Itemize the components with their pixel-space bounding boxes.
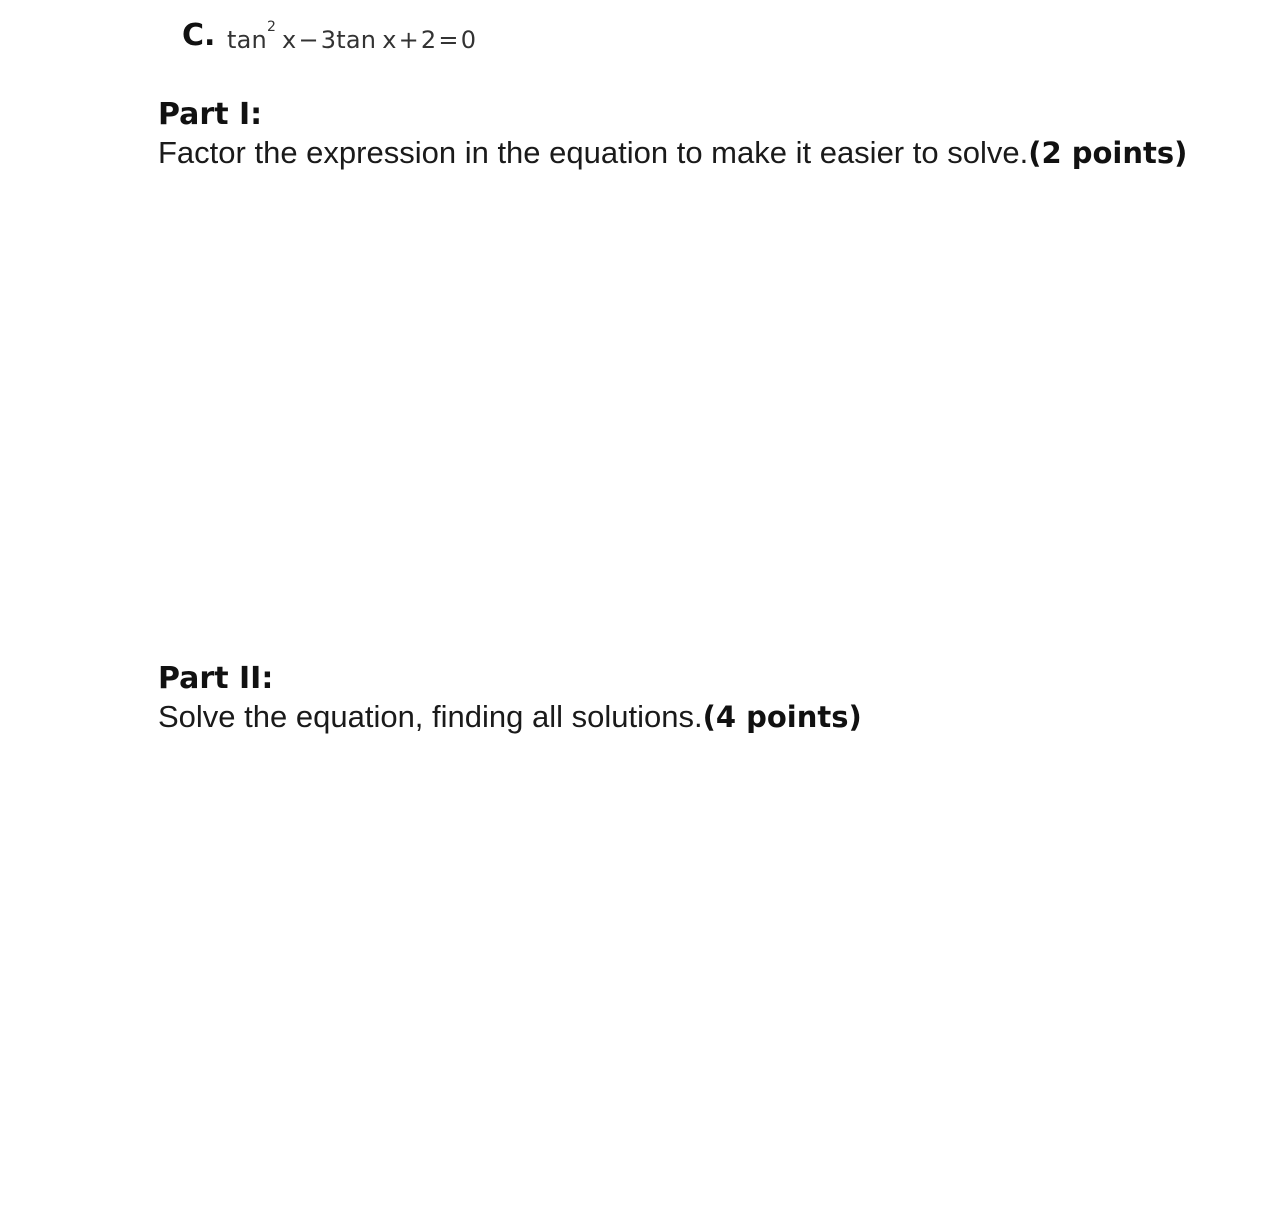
eq-tan-2: tan (336, 26, 377, 54)
part-2 (158, 660, 1268, 736)
eq-plus: + (398, 26, 419, 54)
eq-equals: = (438, 26, 459, 54)
eq-exponent: 2 (266, 19, 277, 35)
eq-coef: 3 (320, 26, 337, 54)
part-2-title: Part II: (158, 661, 274, 696)
eq-var-2: x (382, 26, 397, 54)
eq-minus: − (298, 26, 319, 54)
part-1-instruction (158, 134, 1268, 172)
equation (227, 19, 477, 56)
part-1 (158, 96, 1268, 172)
part-2-instruction-text: Solve the equation, finding all solutions. (158, 699, 703, 734)
eq-constant: 2 (420, 26, 437, 54)
part-1-instruction-text: Factor the expression in the equation to make it easier to solve. (158, 135, 1029, 170)
problem-label: C. (182, 18, 216, 53)
part-2-points: (4 points) (702, 700, 862, 734)
eq-tan-1: tan (227, 26, 267, 54)
part-2-instruction (158, 698, 1268, 736)
part-1-points: (2 points) (1028, 136, 1188, 170)
eq-var-1: x (282, 26, 297, 54)
part-1-title: Part I: (158, 97, 263, 132)
eq-rhs: 0 (460, 26, 477, 54)
